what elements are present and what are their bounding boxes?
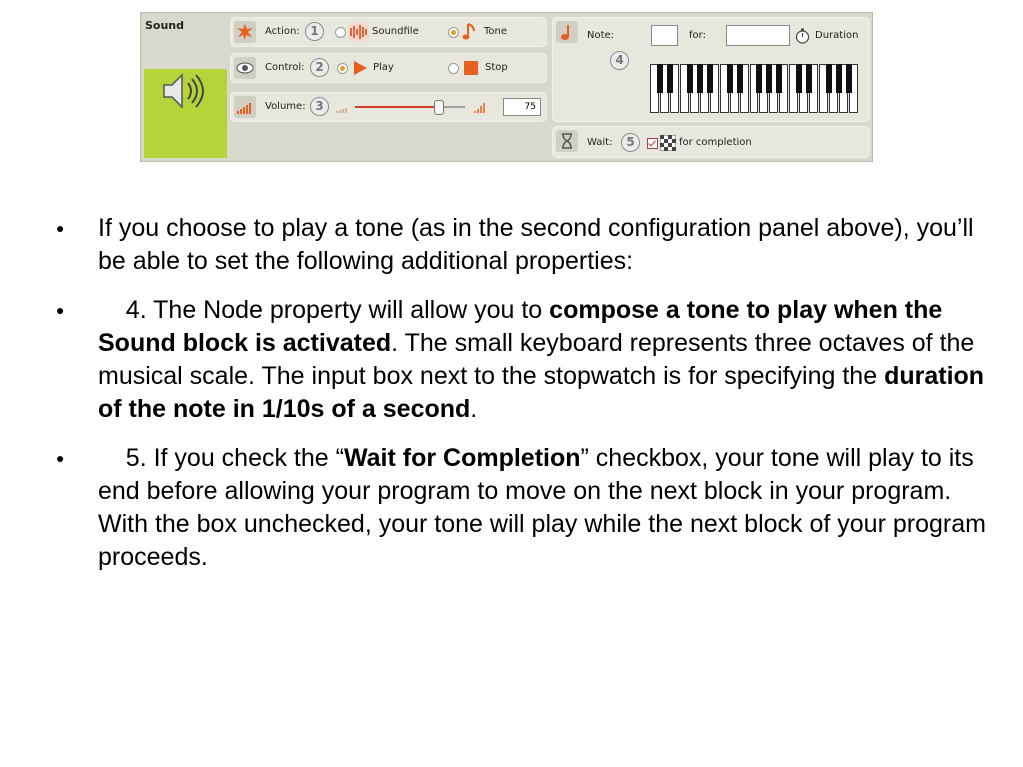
block-title: Sound — [145, 19, 185, 32]
volume-slider[interactable] — [355, 106, 465, 108]
volume-high-icon — [473, 100, 487, 114]
note-number-badge: 4 — [610, 51, 629, 70]
volume-number-badge: 3 — [310, 97, 329, 116]
action-row — [230, 17, 547, 47]
stopwatch-icon — [795, 28, 810, 44]
piano-black-key[interactable] — [687, 64, 693, 93]
bullet-text: If you choose to play a tone (as in the second configuration panel above), you’ll be able to set the following additional properties: — [98, 214, 974, 275]
piano-black-key[interactable] — [776, 64, 782, 93]
volume-row — [230, 92, 547, 122]
music-note-icon — [462, 22, 476, 42]
piano-black-key[interactable] — [707, 64, 713, 93]
piano-black-key[interactable] — [836, 64, 842, 93]
piano-black-key[interactable] — [796, 64, 802, 93]
volume-input[interactable]: 75 — [503, 98, 541, 116]
action-number-badge: 1 — [305, 22, 324, 41]
bullet-marker: ● — [56, 302, 65, 318]
bullet-text-lead: 4. The Node property will allow you to — [98, 296, 550, 324]
bullet-text-bold: compose a tone to play when the Sound block is activated — [98, 296, 943, 357]
control-label: Control: — [265, 62, 305, 73]
volume-label: Volume: — [265, 101, 306, 112]
for-label: for: — [689, 30, 706, 41]
bullet-text-lead: 5. If you check the “ — [98, 444, 344, 472]
bullet-text-tail: . — [470, 395, 478, 423]
piano-keyboard[interactable] — [650, 64, 859, 113]
volume-slider-handle[interactable] — [434, 100, 444, 115]
control-icon — [234, 57, 256, 79]
play-label: Play — [373, 62, 394, 73]
tone-radio[interactable] — [448, 27, 459, 38]
note-panel — [552, 17, 870, 122]
piano-black-key[interactable] — [727, 64, 733, 93]
bullet-text-tail: ” checkbox, your tone will play to its end before allowing your program to move on the next block in your program. With the box unchecked, your tone will play while the next block of your program proceeds. — [98, 444, 986, 571]
note-input[interactable] — [651, 25, 678, 46]
duration-label: Duration — [815, 30, 859, 41]
tone-label: Tone — [484, 26, 508, 37]
sound-block-icon — [144, 69, 227, 158]
speaker-icon — [158, 69, 208, 113]
stop-label: Stop — [485, 62, 508, 73]
bullet-text-mid: . The small keyboard represents three octaves of the musical scale. The input box next to the stopwatch is for specifying the — [98, 329, 975, 390]
piano-black-key[interactable] — [737, 64, 743, 93]
sound-config-panel — [140, 12, 873, 162]
volume-low-icon — [335, 100, 349, 114]
wait-for-completion-checkbox[interactable] — [647, 138, 658, 149]
piano-black-key[interactable] — [826, 64, 832, 93]
piano-black-key[interactable] — [846, 64, 852, 93]
waveform-icon — [349, 23, 369, 41]
volume-icon — [234, 96, 256, 118]
control-row — [230, 53, 547, 83]
note-label: Note: — [587, 30, 615, 41]
hourglass-icon — [556, 130, 578, 152]
play-radio[interactable] — [337, 63, 348, 74]
piano-black-key[interactable] — [766, 64, 772, 93]
wait-number-badge: 5 — [621, 133, 640, 152]
soundfile-label: Soundfile — [372, 26, 419, 37]
wait-panel — [552, 126, 870, 158]
action-icon — [234, 21, 256, 43]
piano-black-key[interactable] — [697, 64, 703, 93]
bullet-list — [56, 212, 986, 590]
piano-black-key[interactable] — [657, 64, 663, 93]
checkered-flag-icon — [660, 135, 676, 151]
bullet-item-3 — [56, 442, 986, 574]
wait-label: Wait: — [587, 137, 613, 148]
bullet-marker: ● — [56, 450, 65, 466]
control-number-badge: 2 — [310, 58, 329, 77]
note-icon — [556, 21, 578, 43]
piano-black-key[interactable] — [806, 64, 812, 93]
bullet-text-bold: duration of the note in 1/10s of a second — [98, 362, 985, 423]
action-label: Action: — [265, 26, 300, 37]
bullet-item-2 — [56, 294, 986, 426]
piano-black-key[interactable] — [756, 64, 762, 93]
stop-icon — [463, 60, 479, 76]
bullet-item-1 — [56, 212, 986, 278]
stop-radio[interactable] — [448, 63, 459, 74]
piano-black-key[interactable] — [667, 64, 673, 93]
wait-checkbox-label: for completion — [679, 137, 752, 148]
bullet-marker: ● — [56, 220, 65, 236]
soundfile-radio[interactable] — [335, 27, 346, 38]
bullet-text-bold: Wait for Completion — [343, 444, 581, 472]
play-icon — [352, 60, 368, 76]
duration-input[interactable] — [726, 25, 790, 46]
